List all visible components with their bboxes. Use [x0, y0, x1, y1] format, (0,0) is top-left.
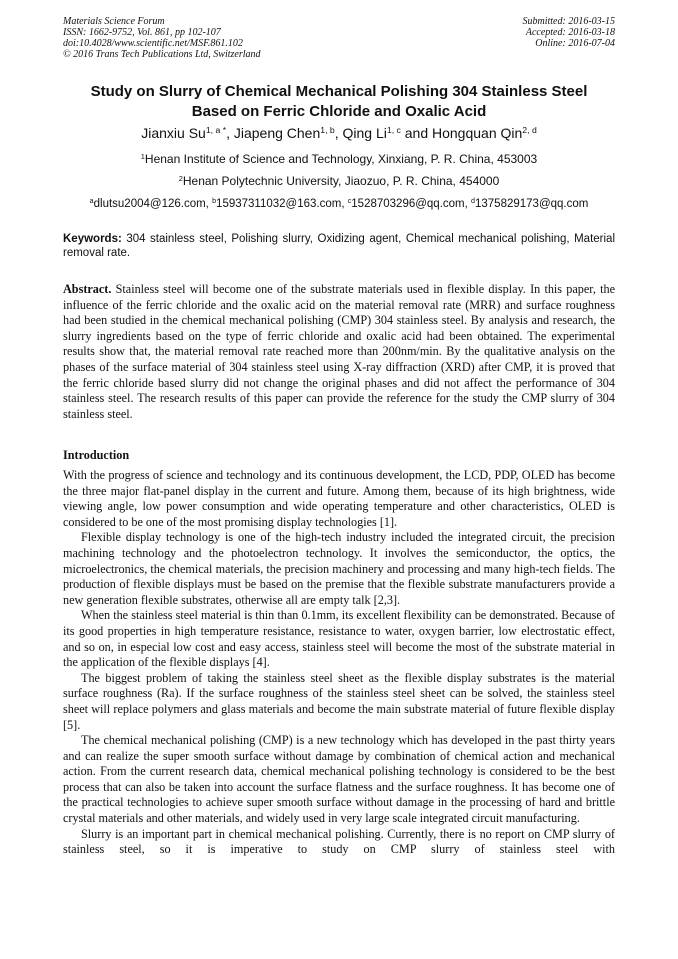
email-marker: b: [212, 197, 217, 206]
author-emails: [63, 197, 615, 211]
author-name: Jiapeng Chen: [233, 125, 321, 141]
issn-line: ISSN: 1662-9752, Vol. 861, pp 102-107: [63, 27, 221, 38]
keywords: [63, 232, 615, 260]
affiliation-marker: 1: [140, 151, 145, 161]
paragraph: The biggest problem of taking the stainless steel sheet as the flexible display substrates is the material surface roughness (Ra). If the surface roughness of the stainless steel sheet can be solved, the stainless steel sheet will replace polymers and glass materials and become the main substrate material of future flexible display [5].: [63, 670, 615, 732]
affiliation-marker: 2: [178, 173, 183, 183]
journal-name: Materials Science Forum: [63, 16, 165, 27]
paragraph: When the stainless steel material is thin than 0.1mm, its excellent flexibility can be demonstrated. Because of its good properties in high temperature resistance, resistance to water, oxygen barrier, low electrostatic effect, and so on, in especial low cost and easy access, stainless steel will become the most of the substrate material in the application of the flexible displays [4].: [63, 608, 615, 670]
introduction-body: [63, 468, 615, 858]
abstract-label: Abstract.: [63, 282, 112, 296]
email-marker: a: [89, 197, 94, 206]
author-affiliation-marker: 1, b: [320, 125, 335, 136]
author-separator: ,: [334, 125, 343, 141]
author-separator: and: [400, 125, 432, 141]
author-name: Qing Li: [342, 125, 387, 141]
paper-title: [63, 82, 615, 122]
affiliation-1: [63, 152, 615, 166]
email-marker: c: [347, 197, 352, 206]
paragraph: With the progress of science and technology and its continuous development, the LCD, PDP, OLED has become the three major flat-panel display in the current and future. Among them, because of its high brightness, wide viewing angle, low power consumption and wide operating temperature and other characteristics, OLED is considered to be one of the most promising display technologies [1].: [63, 468, 615, 529]
author-affiliation-marker: 1, c: [386, 125, 401, 136]
paragraph: Flexible display technology is one of the high-tech industry included the integrated circuit, the precision machining technology and the photoelectron technology. It involves the semiconductor, the optics, the microelectronics, the chemical materials, the precision machinery and processing and many high-tech fields. The production of flexible displays must be based on the premise that the flexible substrate manufacturers provide a new generation flexible substrates, otherwise all are empty talk [2,3].: [63, 530, 615, 607]
submitted-date: Submitted: 2016-03-15: [522, 16, 615, 27]
doi-line: doi:10.4028/www.scientific.net/MSF.861.102: [63, 38, 243, 49]
affiliation-text: Henan Institute of Science and Technology, Xinxiang, P. R. China, 453003: [144, 152, 538, 166]
title-line-1: Study on Slurry of Chemical Mechanical Polishing 304 Stainless Steel: [90, 83, 588, 100]
keywords-label: Keywords:: [63, 233, 122, 245]
section-heading-introduction: Introduction: [63, 448, 130, 462]
affiliation-text: Henan Polytechnic University, Jiaozuo, P. R. China, 454000: [182, 174, 500, 188]
paragraph: Slurry is an important part in chemical mechanical polishing. Currently, there is no report on CMP slurry of stainless steel, so it is imperative to study on CMP slurry of stainless steel with: [63, 826, 615, 857]
author-name: Jianxiu Su: [141, 125, 206, 141]
keywords-text: 304 stainless steel, Polishing slurry, Oxidizing agent, Chemical mechanical polishing, Material removal rate.: [63, 233, 615, 259]
author-affiliation-marker: 2, d: [522, 125, 537, 136]
online-date: Online: 2016-07-04: [535, 38, 615, 49]
email-address[interactable]: 15937311032@163.com,: [216, 198, 348, 210]
copyright-line: © 2016 Trans Tech Publications Ltd, Switzerland: [63, 49, 261, 60]
affiliation-2: [63, 174, 615, 188]
abstract: [63, 282, 615, 422]
submission-dates: [523, 16, 616, 49]
email-address[interactable]: 1375829173@qq.com: [474, 198, 589, 210]
email-marker: d: [471, 197, 475, 206]
accepted-date: Accepted: 2016-03-18: [525, 27, 615, 38]
email-address[interactable]: dlutsu2004@126.com,: [93, 198, 213, 210]
publication-info: [63, 16, 261, 60]
author-list: [63, 124, 615, 142]
author-affiliation-marker: 1, a *: [205, 125, 227, 136]
email-address[interactable]: 1528703296@qq.com,: [351, 198, 472, 210]
title-line-2: Based on Ferric Chloride and Oxalic Acid: [191, 103, 487, 120]
author-separator: ,: [226, 125, 234, 141]
paragraph: The chemical mechanical polishing (CMP) is a new technology which has developed in the past thirty years and can realize the super smooth surface without damage by combination of chemical action and mechanical action. From the current research data, chemical mechanical polishing technology is considered to be the best process that can also be taken into account the surface flatness and the surface roughness. It has become one of the practical technologies to achieve super smooth surface without damage in the processing of hard and brittle crystal materials and other materials, and widely used in very large scale integrated circuit manufacturing.: [63, 733, 615, 826]
author-name: Hongquan Qin: [432, 125, 523, 141]
abstract-text: Stainless steel will become one of the substrate materials used in flexible display. In this paper, the influence of the ferric chloride and the oxalic acid on the material removal rate (MRR) and surface roughness had been studied in the chemical mechanical polishing (CMP) 304 stainless steel. By analysis and research, the slurry ingredients based on the type of ferric chloride and oxalic acid had been obtained. The experimental results show that, the material removal rate reached more than 200nm/min. By the qualitative analysis on the phases of the surface material of 304 stainless steel using X-ray diffraction (XRD) after CMP, it is proved that the ferric chloride based slurry did not change the original phases and did not affect the performance of 304 stainless steel. The research results of this paper can provide the reference for the study the CMP slurry of 304 stainless steel.: [63, 282, 615, 421]
